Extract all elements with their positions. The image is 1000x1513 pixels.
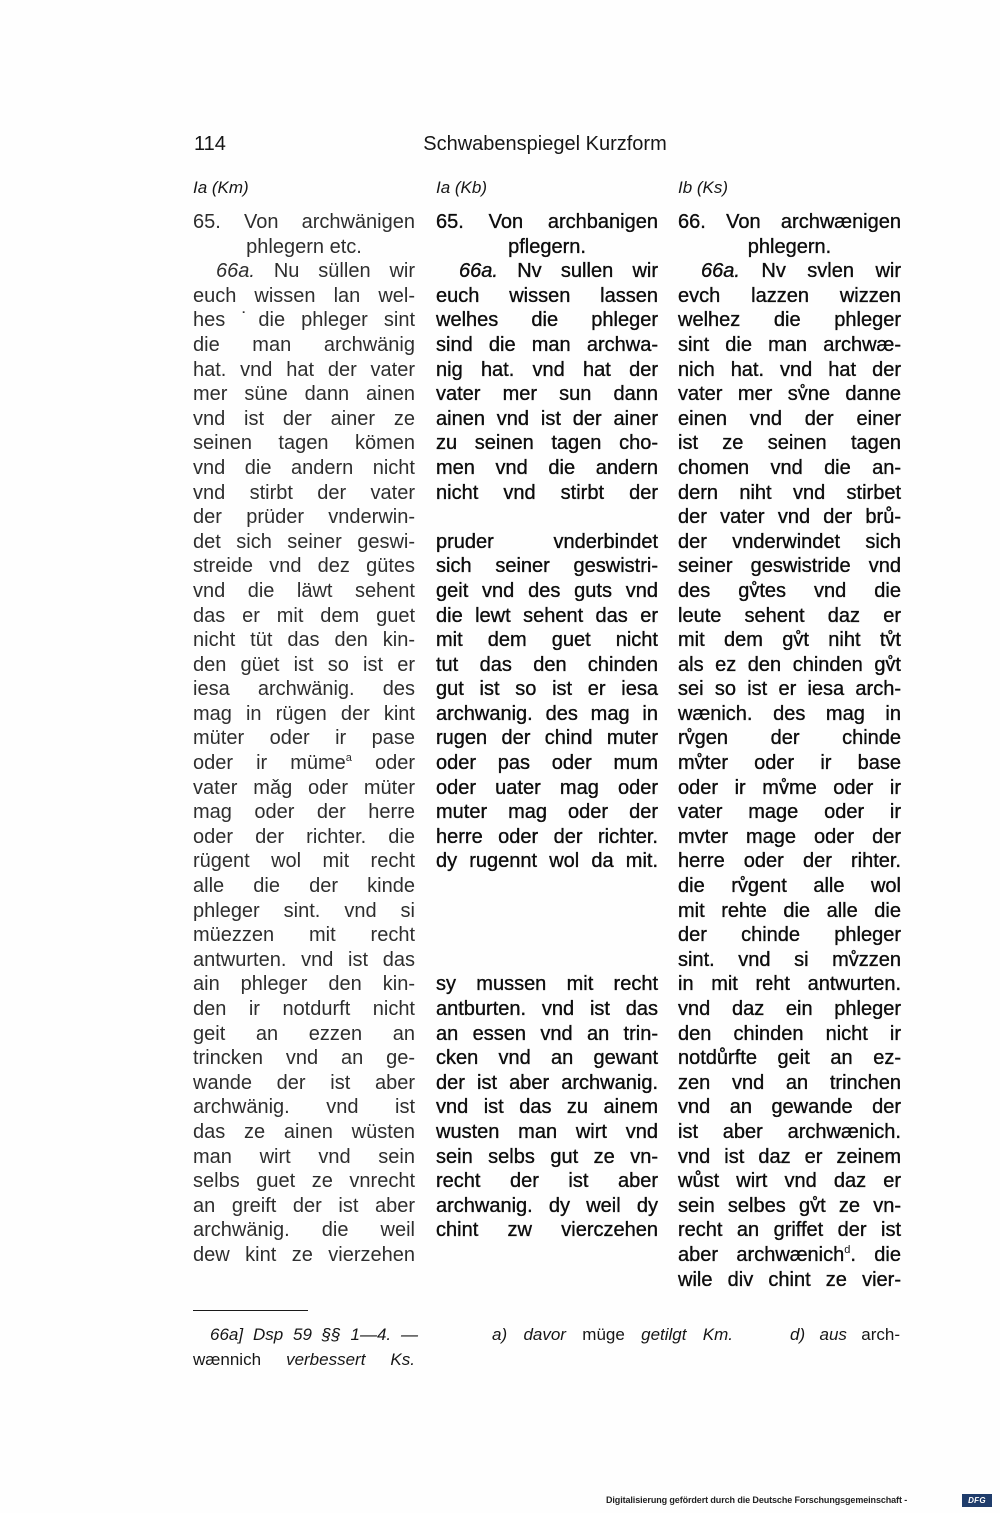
text-line: sein selbs gut ze vn- — [436, 1145, 658, 1168]
text-line: hes ˙die phleger sint — [193, 309, 415, 332]
text-column-kb — [436, 210, 658, 1243]
line-text: Nv svlen wir — [761, 260, 902, 283]
text-line: wile div chint ze vier- — [678, 1268, 901, 1291]
text-line: antburten. vnd ist das — [436, 998, 658, 1020]
text-line: geit vnd des guts vnd — [436, 579, 658, 602]
text-line: vnd ist daz er zeinem — [678, 1145, 901, 1168]
text-line: muter mag oder der — [436, 801, 658, 824]
text-line: vater mer sv̊ne danne — [678, 383, 901, 406]
paragraph-number: 66a. — [459, 260, 498, 283]
text-line: müter oder ir pase — [193, 727, 415, 750]
text-line: evch lazzen wizzen — [678, 284, 901, 307]
text-line: die lewt sehent das er — [436, 604, 658, 627]
text-line: den güet ist so ist er — [193, 653, 415, 676]
footnote-d-mark: d) — [790, 1325, 806, 1344]
text-line: die rv̊gent alle wol — [678, 875, 901, 898]
paragraph-number: 66a. — [216, 260, 255, 283]
blank-line — [436, 874, 658, 899]
text-line: an essen vnd an trin- — [436, 1022, 658, 1045]
text-line: mv̊ter oder ir base — [678, 752, 901, 775]
section-heading-line: phlegern etc. — [246, 235, 362, 258]
text-line: vnd ist das zu ainem — [436, 1096, 658, 1119]
text-line: vnd stirbt der vater — [193, 481, 415, 504]
footnote-marker: d — [844, 1243, 851, 1256]
line-text: . die — [850, 1243, 901, 1266]
footnote-source — [210, 1324, 418, 1346]
text-line: vater mer sun dann — [436, 383, 658, 406]
text-line: mer süne dann ainen — [193, 383, 415, 406]
text-line: der chinde phleger — [678, 924, 901, 947]
text-line: an greift der ist aber — [193, 1194, 415, 1217]
text-line — [678, 1243, 901, 1268]
text-line: mit dem guet nicht — [436, 629, 658, 652]
text-line: seiner geswistride vnd — [678, 555, 901, 578]
text-line: archwänig. die weil — [193, 1219, 415, 1242]
text-column-km — [193, 210, 415, 1268]
footnote-d-text: wænnich — [193, 1350, 262, 1369]
text-line: sint. vnd si mv̊zzen — [678, 948, 901, 971]
text-line: den chinden nicht ir — [678, 1022, 901, 1045]
digitization-credit: Digitalisierung gefördert durch die Deutsche Forschungsgemeinschaft - — [606, 1495, 908, 1505]
text-line: pruder vnderbindet — [436, 530, 658, 553]
text-line: trincken vnd an ge- — [193, 1047, 415, 1070]
text-line: euch wissen lan wel- — [193, 284, 415, 307]
text-line: dew kint ze vierzehen — [193, 1243, 415, 1266]
text-line: vnd daz ein phleger — [678, 998, 901, 1020]
text-line: euch wissen lassen — [436, 284, 658, 307]
text-line: sei so ist er iesa arch- — [678, 678, 901, 701]
footnote-d — [790, 1324, 900, 1346]
text-line: wusten man wirt vnd — [436, 1120, 658, 1143]
text-line: dern niht vnd stirbet — [678, 481, 901, 504]
text-line: oder der richter. die — [193, 825, 415, 848]
text-line: das ze ainen wüsten — [193, 1120, 415, 1143]
column-label-km: Ia (Km) — [193, 178, 249, 197]
column-label-kb: Ia (Kb) — [436, 178, 488, 197]
text-line: ainen vnd ist der ainer — [436, 407, 658, 430]
text-line: oder ir mv̊me oder ir — [678, 776, 901, 799]
section-heading-line: 65. Von archbanigen — [436, 211, 658, 233]
footnote-rule — [193, 1310, 308, 1311]
text-line: ist ze seinen tagen — [678, 432, 901, 455]
text-line: der vnderwindet sich — [678, 530, 901, 553]
text-line: sich seiner geswistri- — [436, 555, 658, 578]
text-line: chomen vnd die an- — [678, 456, 901, 479]
text-line: alle die der kinde — [193, 875, 415, 898]
text-line: vnd die läwt sehent — [193, 579, 415, 602]
footnote-d-text: aus — [819, 1325, 847, 1344]
text-line: gut ist so ist er iesa — [436, 678, 658, 701]
line-text: oder ir müme — [193, 752, 346, 775]
blank-line — [436, 899, 658, 924]
text-line: welhez die phleger — [678, 309, 901, 332]
text-line: nicht tüt das den kin- — [193, 629, 415, 652]
paragraph-number: 66a. — [701, 260, 740, 283]
dfg-logo: DFG — [962, 1494, 992, 1507]
text-line: cken vnd an gewant — [436, 1047, 658, 1070]
text-line: selbs guet ze vnrecht — [193, 1170, 415, 1193]
text-line: archwanig. dy weil dy — [436, 1194, 658, 1217]
text-line: zen vnd an trinchen — [678, 1071, 901, 1094]
text-line: nicht vnd stirbt der — [436, 481, 658, 504]
section-heading-line: phlegern. — [747, 235, 832, 258]
text-line: notdůrfte geit an ez- — [678, 1047, 901, 1070]
text-line: vnd ist der ainer ze — [193, 407, 415, 430]
text-line: men vnd die andern — [436, 456, 658, 479]
text-line: wande der ist aber — [193, 1071, 415, 1094]
text-line: sind die man archwa- — [436, 333, 658, 356]
text-line: geit an ezzen an — [193, 1022, 415, 1045]
text-line: welhes die phleger — [436, 309, 658, 332]
line-text: aber archwænich — [678, 1243, 845, 1266]
text-line: sein selbes gv̊t ze vn- — [678, 1194, 901, 1217]
text-line: mit rehte die alle die — [678, 899, 901, 922]
text-line — [193, 259, 415, 284]
blank-line — [436, 505, 658, 530]
text-line — [193, 751, 415, 776]
text-line: die man archwänig — [193, 333, 415, 356]
text-line: tut das den chinden — [436, 653, 658, 676]
text-line: der ist aber archwanig. — [436, 1071, 658, 1094]
text-line: rv̊gen der chinde — [678, 727, 901, 750]
text-line: ain phleger den kin- — [193, 973, 415, 996]
text-line: leute sehent daz er — [678, 604, 901, 627]
text-line: recht der ist aber — [436, 1170, 658, 1193]
footnote-a-text: müge — [582, 1325, 625, 1344]
section-heading-line: 65. Von archwänigen — [193, 211, 415, 233]
text-line: wůst wirt vnd daz er — [678, 1170, 901, 1193]
text-line: mag in rügen der kint — [193, 702, 415, 725]
blank-line — [436, 948, 658, 973]
page-number: 114 — [194, 133, 226, 155]
text-line: recht an griffet der ist — [678, 1219, 901, 1242]
text-line: vater mage oder ir — [678, 801, 901, 824]
footnote-a-mark: a) — [492, 1325, 508, 1344]
text-line: phleger sint. vnd si — [193, 899, 415, 922]
text-line: der prüder vnderwin- — [193, 506, 415, 529]
text-line: einen vnd der einer — [678, 407, 901, 430]
text-line: seinen tagen kömen — [193, 432, 415, 455]
text-line: sy mussen mit recht — [436, 973, 658, 996]
text-line: mag oder der herre — [193, 801, 415, 824]
section-heading-line: pflegern. — [508, 235, 586, 258]
text-line: vater mǎg oder müter — [193, 776, 415, 799]
text-line: oder pas oder mum — [436, 752, 658, 775]
text-line: nich hat. vnd hat der — [678, 358, 901, 381]
text-line: mvter mage oder der — [678, 825, 901, 848]
text-line: hat. vnd hat der vater — [193, 358, 415, 381]
footnote-a — [492, 1324, 733, 1346]
footnote-d-continuation — [193, 1349, 415, 1371]
text-line: sint die man archwæ- — [678, 333, 901, 356]
footnote-a-text: getilgt Km. — [641, 1325, 734, 1344]
text-line: man wirt vnd sein — [193, 1145, 415, 1168]
text-line — [436, 259, 658, 284]
text-line: das er mit dem guet — [193, 604, 415, 627]
text-line: chint zw vierczehen — [436, 1219, 658, 1242]
text-line: vnd an gewande der — [678, 1096, 901, 1119]
text-line: oder uater mag oder — [436, 776, 658, 799]
footnote-d-text: verbessert Ks. — [286, 1350, 415, 1369]
text-line: ist aber archwænich. — [678, 1120, 901, 1143]
footnote-d-text: arch- — [861, 1325, 900, 1344]
line-text: Nv sullen wir — [517, 260, 659, 283]
text-line: vnd die andern nicht — [193, 456, 415, 479]
line-text: Nu süllen wir — [273, 260, 416, 283]
text-line: herre oder der richter. — [436, 825, 658, 848]
text-line: des gv̊tes vnd die — [678, 579, 901, 602]
text-line: mit dem gv̊t niht tv̊t — [678, 629, 901, 652]
blank-line — [436, 923, 658, 948]
text-line: antwurten. vnd ist das — [193, 948, 415, 971]
column-label-ks: Ib (Ks) — [678, 178, 729, 197]
text-line: zu seinen tagen cho- — [436, 432, 658, 455]
text-line: in mit reht antwurten. — [678, 973, 901, 996]
text-line — [678, 259, 901, 284]
text-line: rügent wol mit recht — [193, 850, 415, 873]
text-line: der vater vnd der brů- — [678, 506, 901, 529]
footnote-source-text: Dsp 59 §§ 1—4. — — [252, 1325, 418, 1344]
text-line: dy rugennt wol da mit. — [436, 850, 658, 873]
section-heading-line: 66. Von archwænigen — [678, 211, 901, 233]
text-line: det sich seiner geswi- — [193, 530, 415, 553]
text-line: streide vnd dez gütes — [193, 555, 415, 578]
text-line: den ir notdurft nicht — [193, 998, 415, 1020]
text-line: rugen der chind muter — [436, 727, 658, 750]
text-line: müezzen mit recht — [193, 924, 415, 947]
running-title: Schwabenspiegel Kurzform — [423, 133, 667, 155]
text-column-ks — [678, 210, 901, 1292]
text-line: archwänig. vnd ist — [193, 1096, 415, 1119]
text-line: archwanig. des mag in — [436, 702, 658, 725]
line-text: oder — [351, 752, 415, 775]
text-line: als ez den chinden gv̊t — [678, 653, 901, 676]
footnote-marker: a — [345, 752, 352, 765]
text-line: herre oder der rihter. — [678, 850, 901, 873]
text-line: wænich. des mag in — [678, 702, 901, 725]
footnote-a-text: davor — [523, 1325, 566, 1344]
footnote-source-ref: 66a] — [210, 1325, 244, 1344]
text-line: nig hat. vnd hat der — [436, 358, 658, 381]
text-line: iesa archwänig. des — [193, 678, 415, 701]
